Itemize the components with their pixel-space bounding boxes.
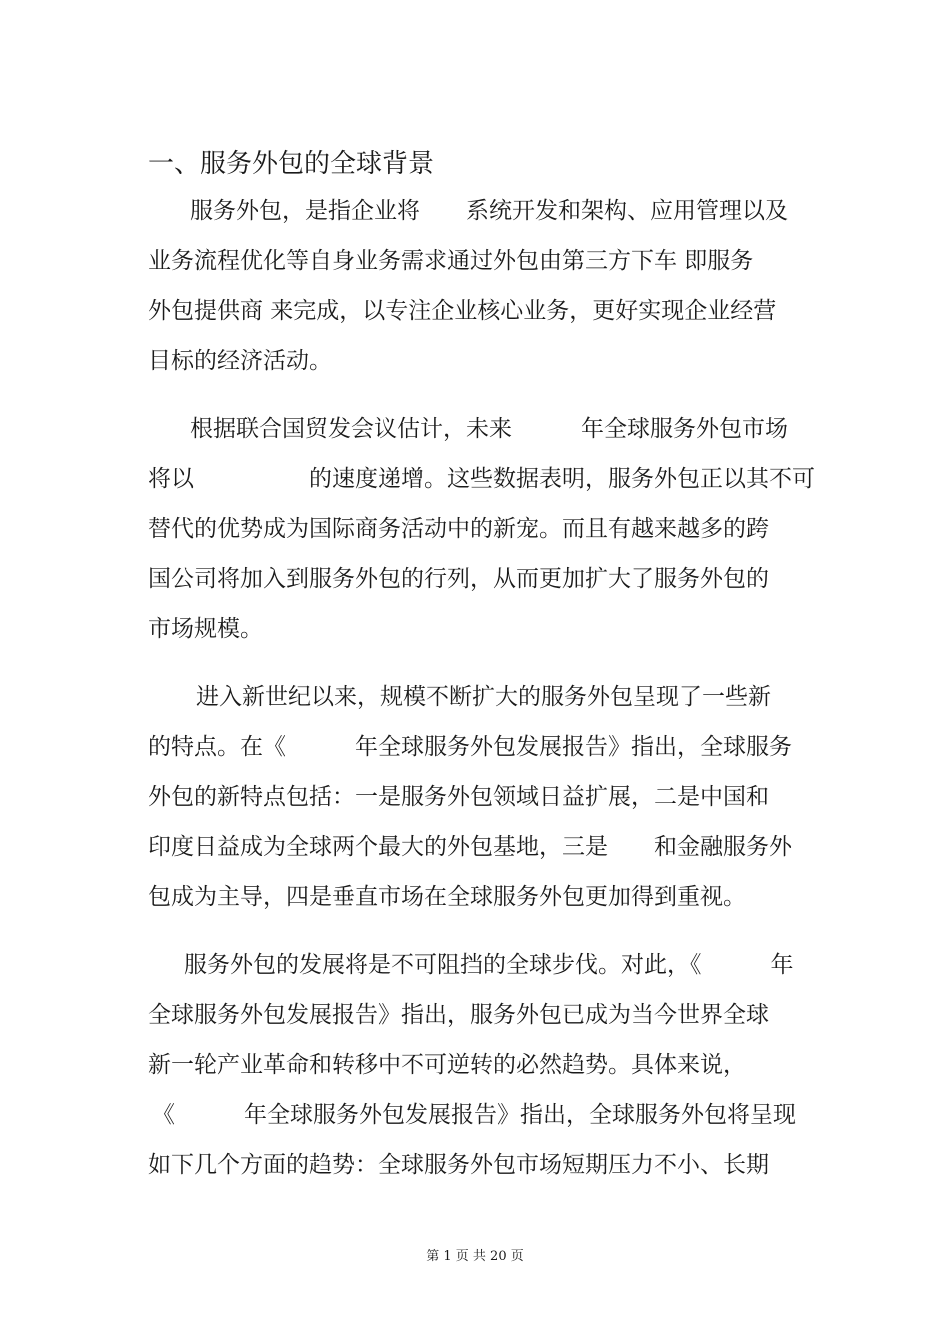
- text-line-19: 如下几个方面的趋势：全球服务外包市场短期压力不小、长期: [148, 1152, 769, 1178]
- text-line-15: 服务外包的发展将是不可阻挡的全球步伐。对此，《 年: [184, 952, 794, 978]
- page-heading: 一、服务外包的全球背景: [148, 149, 435, 179]
- text-line-14: 包成为主导，四是垂直市场在全球服务外包更加得到重视。: [148, 884, 746, 910]
- text-line-7: 替代的优势成为国际商务活动中的新宠。而且有越来越多的跨: [148, 516, 769, 542]
- text-line-16: 全球服务外包发展报告》指出，服务外包已成为当今世界全球: [148, 1002, 769, 1028]
- text-line-6: 将以 的速度递增。这些数据表明，服务外包正以其不可: [148, 466, 815, 492]
- text-line-10: 进入新世纪以来，规模不断扩大的服务外包呈现了一些新: [196, 684, 771, 710]
- page-footer: 第 1 页 共 20 页: [426, 1249, 524, 1264]
- text-line-2: 业务流程优化等自身业务需求通过外包由第三方下车 即服务: [148, 248, 754, 274]
- text-line-9: 市场规模。: [148, 616, 263, 642]
- text-line-11: 的特点。在《 年全球服务外包发展报告》指出，全球服务: [148, 734, 792, 760]
- text-line-4: 目标的经济活动。: [148, 348, 332, 374]
- text-line-8: 国公司将加入到服务外包的行列，从而更加扩大了服务外包的: [148, 566, 769, 592]
- text-line-12: 外包的新特点包括：一是服务外包领域日益扩展，二是中国和: [148, 784, 769, 810]
- text-line-18: 《 年全球服务外包发展报告》指出，全球服务外包将呈现: [152, 1102, 796, 1128]
- text-line-17: 新一轮产业革命和转移中不可逆转的必然趋势。具体来说，: [148, 1052, 746, 1078]
- text-line-5: 根据联合国贸发会议估计，未来 年全球服务外包市场: [190, 416, 788, 442]
- text-line-3: 外包提供商 来完成，以专注企业核心业务，更好实现企业经营: [148, 298, 777, 324]
- text-line-1: 服务外包，是指企业将 系统开发和架构、应用管理以及: [190, 198, 788, 224]
- text-line-13: 印度日益成为全球两个最大的外包基地，三是 和金融服务外: [148, 834, 792, 860]
